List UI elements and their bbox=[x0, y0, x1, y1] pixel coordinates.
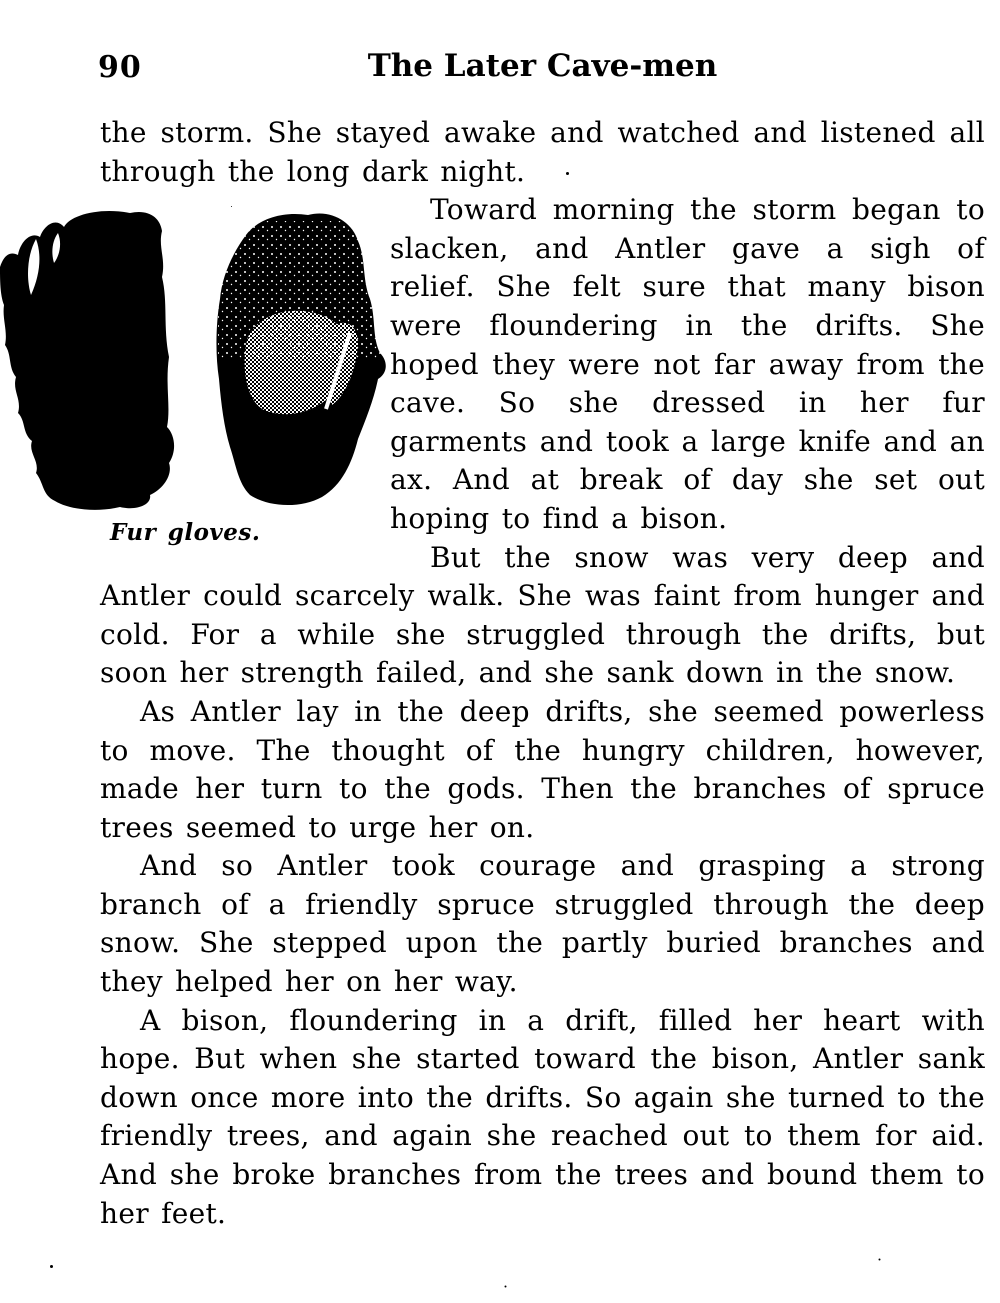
paragraph-5: And so Antler took courage and grasping a strong branch of a friendly spruce struggled through the deep snow. She stepped upon the partly buried branches and they helped her on her way. bbox=[100, 849, 985, 999]
page-header bbox=[0, 0, 1000, 88]
paragraph-4: As Antler lay in the deep drifts, she seemed powerless to move. The thought of the hungry children, however, made her turn to the gods. Then the branches of spruce trees seemed to urge her on. bbox=[100, 694, 985, 844]
figure-caption: Fur gloves. bbox=[110, 519, 261, 547]
page-number: 90 bbox=[98, 50, 142, 85]
paragraph-2: Toward morning the storm began to slacken, and Antler gave a sigh of relief. She felt sure that many bison were floundering in the drifts. She hoped they were not far away from the cave. So she dressed in her fur garments and took a large knife and an ax. And at break of day she set out hoping to find a bison. bbox=[390, 193, 985, 535]
paragraph-6: A bison, floundering in a drift, filled her heart with hope. But when she started toward the bison, Antler sank down once more into the drifts. So again she turned to the friendly trees, and again she reached out to them for aid. And she broke branches from the trees and bound them to her feet. bbox=[100, 1003, 985, 1230]
paragraph-3: But the snow was very deep and Antler could scarcely walk. She was faint from hunger and cold. For a while she struggled through the drifts, but soon her strength failed, and she sank down in the snow. bbox=[100, 540, 985, 690]
running-title: The Later Cave-men bbox=[367, 48, 718, 84]
scan-noise-speck bbox=[566, 172, 569, 175]
body-text bbox=[0, 88, 1000, 1233]
fur-gloves-illustration bbox=[0, 207, 388, 513]
figure-fur-gloves bbox=[0, 191, 390, 547]
left-glove-shape bbox=[0, 211, 174, 510]
paragraph-1: the storm. She stayed awake and watched and listened all through the long dark night. bbox=[100, 116, 985, 188]
